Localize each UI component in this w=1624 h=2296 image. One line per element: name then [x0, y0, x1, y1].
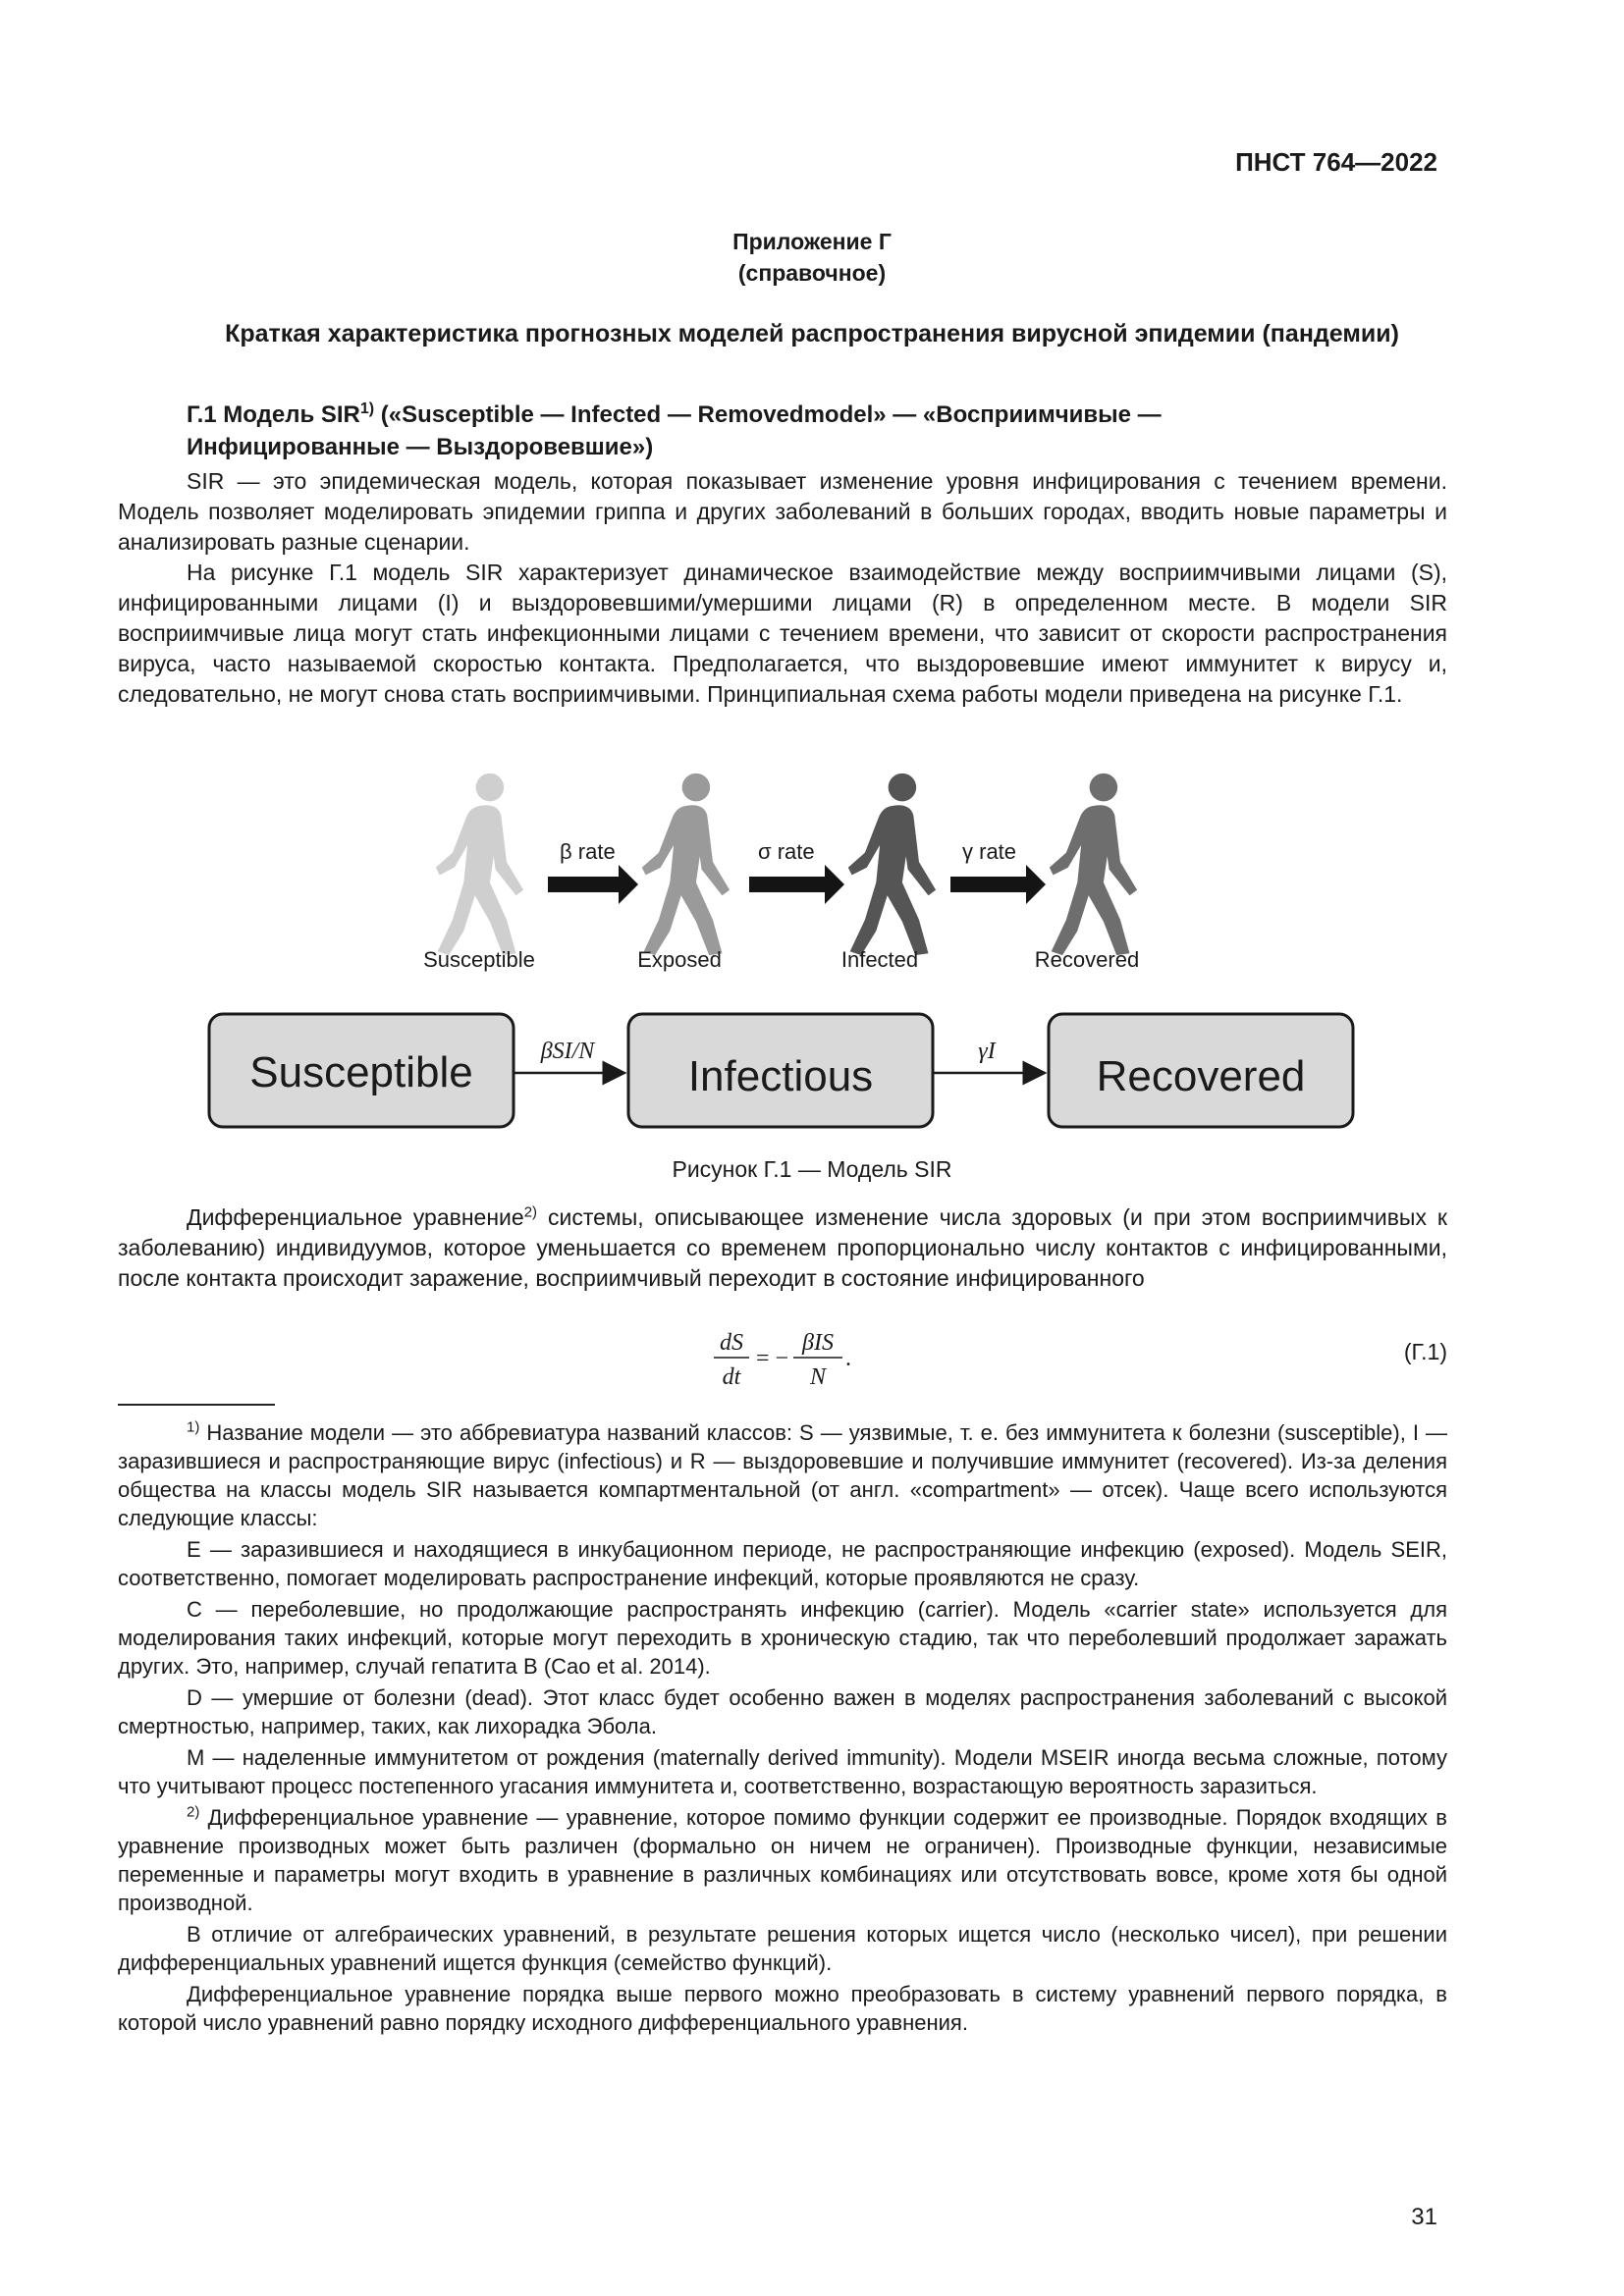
section-heading: [187, 393, 1443, 463]
equation-intro: [118, 1202, 1447, 1294]
susceptible-box-label: Susceptible: [249, 1048, 473, 1096]
equation-g1: [0, 1323, 1624, 1392]
paragraph-sir-definition: SIR — это эпидемическая модель, которая показывает изменение уровня инфицирования с течением времени. Модель позволяет моделировать эпидемии гриппа и других заболеваний в больших городах, вводить новые параметры и анализировать разные сценарии.: [118, 468, 1447, 555]
infected-person-label: Infected: [840, 947, 919, 972]
footnote-1-class-e: E — заразившиеся и находящиеся в инкубационном периоде, не распространяющие инфекцию (exposed). Модель SEIR, соответственно, помогает моделировать распространение инфекций, которые проявляются не сразу.: [118, 1537, 1447, 1590]
footnote-1-text: Название модели — это аббревиатура названий классов: S — уязвимые, т. е. без иммунитета к болезни (susceptible), I — заразившиеся и распространяющие вирус (infectious) и R — выздоровевшие и получившие иммунитет (recovered). Из-за деления общества на классы модель SIR называется компартментальной (от англ. «compartment» — отсек). Чаще всего используются следующие классы:: [118, 1420, 1447, 1530]
footnote-2-text: Дифференциальное уравнение — уравнение, которое помимо функции содержит ее производные. Порядок входящих в уравнение производных может быть различен (формально он ничем не ограничен). Производные функции, независимые переменные и параметры могут входить в уравнение в различных комбинациях или отсутствовать вовсе, кроме хотя бы одной производной.: [118, 1805, 1447, 1915]
intro-paragraphs: [118, 466, 1447, 710]
gamma-rate-arrow-icon: [950, 865, 1046, 904]
exposed-person-icon: [642, 774, 730, 955]
paragraph-sir-description: На рисунке Г.1 модель SIR характеризует динамическое взаимодействие между восприимчивыми лицами (S), инфицированными лицами (I) и выздоровевшими/умершими лицами (R) в определенном месте. В модели SIR восприимчивые лица могут стать инфекционными лицами с течением времени, что зависит от скорости распространения вируса, часто называемой скоростью контакта. Предполагается, что выздоровевшие имеют иммунитет к вирусу и, следовательно, не могут снова стать восприимчивыми. Принципиальная схема работы модели приведена на рисунке Г.1.: [118, 560, 1447, 707]
gamma-rate-label: γ rate: [962, 839, 1017, 864]
footnote-1-class-c: C — переболевшие, но продолжающие распространять инфекцию (carrier). Модель «carrier state» используется для моделирования таких инфекций, которые могут переходить в хроническую стадию, так что переболевший продолжает заражать других. Это, например, случай гепатита B (Cao et al. 2014).: [118, 1597, 1447, 1679]
eq-equals: = −: [756, 1346, 789, 1371]
appendix-label: Приложение Г: [732, 229, 892, 254]
equation-svg: [0, 1323, 1624, 1392]
recovered-box-label: Recovered: [1096, 1052, 1306, 1100]
appendix-title: [0, 226, 1624, 289]
eq-lhs-denominator: dt: [722, 1364, 741, 1390]
paragraph-differential-equation: [118, 1202, 1447, 1294]
susceptible-person-icon: [436, 774, 523, 955]
figure-svg: [0, 761, 1624, 1193]
footnote-2-mark: 2): [187, 1803, 200, 1821]
main-heading: Краткая характеристика прогнозных моделей распространения вирусной эпидемии (пандемии): [225, 320, 1399, 347]
eq-rhs-denominator: N: [809, 1364, 827, 1390]
footnotes: [118, 1418, 1447, 2040]
eq-period: .: [845, 1346, 851, 1371]
page-number: 31: [1411, 2204, 1437, 2230]
footnote-1-class-m: M — наделенные иммунитетом от рождения (maternally derived immunity). Модели MSEIR иногда весьма сложные, потому что учитывают процесс постепенного угасания иммунитета и, соответственно, возрастающую вероятность заразиться.: [118, 1745, 1447, 1798]
infectious-box-label: Infectious: [687, 1052, 874, 1100]
footnote-divider: [118, 1404, 275, 1406]
figure-caption: Рисунок Г.1 — Модель SIR: [672, 1156, 952, 1182]
footnote-1: [118, 1418, 1447, 1532]
paragraph-text-after: системы, описывающее изменение числа здоровых (и при этом восприимчивых к заболеванию) индивидуумов, которое уменьшается со временем пропорционально числу контактов с инфицированными, после контакта происходит заражение, восприимчивый переходит в состояние инфицированного: [118, 1204, 1447, 1291]
footnote-mark-1: 1): [359, 400, 375, 417]
footnote-1-class-d: D — умершие от болезни (dead). Этот класс будет особенно важен в моделях распространения заболеваний с высокой смертностью, например, таких, как лихорадка Эбола.: [118, 1685, 1447, 1738]
section-title-rest: («Susceptible — Infected — Removedmodel» — «Восприимчивые —: [374, 401, 1162, 428]
infected-person-icon: [848, 774, 936, 955]
footnote-1-mark: 1): [187, 1418, 200, 1436]
section-heading-line1: [187, 393, 1443, 431]
sigma-rate-label: σ rate: [758, 839, 815, 864]
equation-number: (Г.1): [1403, 1339, 1447, 1364]
recovered-person-label: Recovered: [1034, 947, 1140, 972]
appendix-type: (справочное): [737, 260, 887, 286]
beta-rate-arrow-icon: [548, 865, 638, 904]
figure-sir-model: [0, 761, 1624, 1193]
footnote-2-algebraic: В отличие от алгебраических уравнений, в результате решения которых ищется число (несколько чисел), при решении дифференциальных уравнений ищется функция (семейство функций).: [118, 1922, 1447, 1975]
paragraph-text-before: Дифференциальное уравнение: [187, 1204, 524, 1230]
exposed-person-label: Exposed: [637, 947, 722, 972]
recovered-person-icon: [1050, 774, 1137, 955]
sigma-rate-arrow-icon: [749, 865, 844, 904]
eq-lhs-numerator: dS: [720, 1330, 743, 1356]
section-heading-line2: Инфицированные — Выздоровевшие»): [187, 434, 654, 460]
eq-rhs-numerator: βIS: [802, 1330, 834, 1356]
beta-rate-label: β rate: [560, 839, 616, 864]
footnote-2-order: Дифференциальное уравнение порядка выше первого можно преобразовать в систему уравнений первого порядка, в которой число уравнений равно порядку исходного дифференциального уравнения.: [118, 1982, 1447, 2035]
gamma-flow-label: γI: [978, 1039, 996, 1064]
footnote-2: [118, 1803, 1447, 1917]
document-code: ПНСТ 764—2022: [1235, 147, 1437, 177]
section-number-title: Г.1 Модель SIR: [187, 401, 360, 428]
footnote-mark-2: 2): [523, 1203, 538, 1221]
beta-flow-label: βSI/N: [540, 1039, 595, 1064]
susceptible-person-label: Susceptible: [423, 947, 535, 972]
